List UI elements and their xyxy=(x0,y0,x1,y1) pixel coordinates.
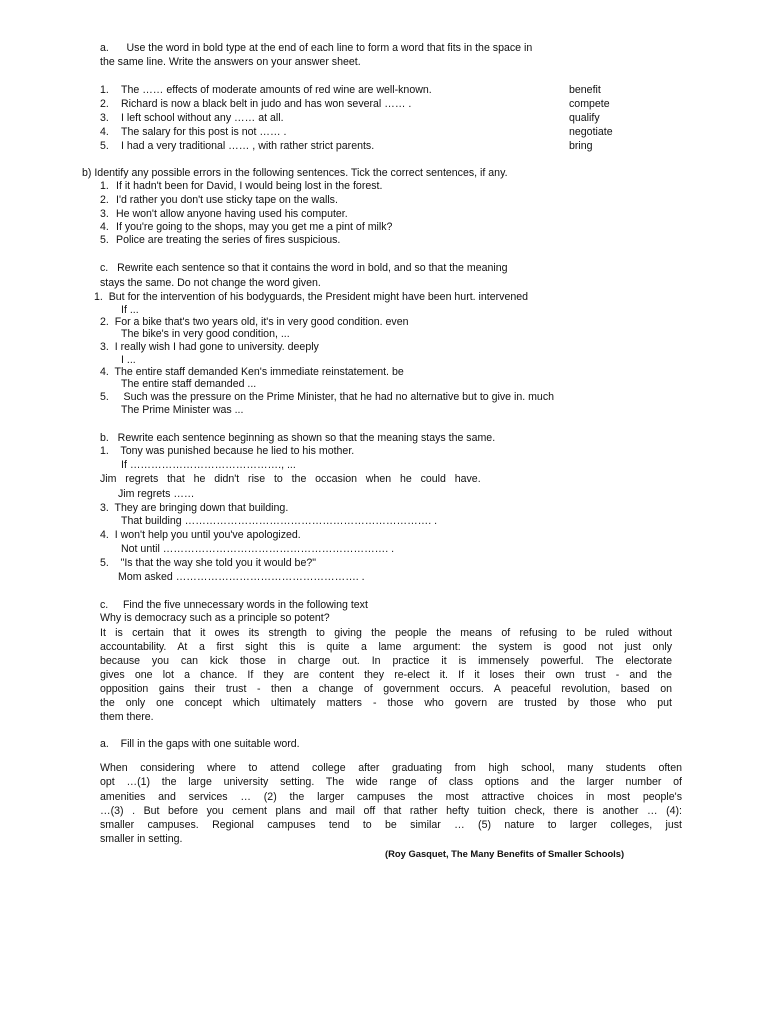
section-a2-header: a. Fill in the gaps with one suitable word. xyxy=(100,738,300,750)
item-prompt: 3. I really wish I had gone to university. deeply xyxy=(100,341,319,353)
item-answer-start: The Prime Minister was ... xyxy=(121,404,244,416)
item-text: I left school without any …… at all. xyxy=(121,112,284,124)
paragraph-line: because you can kick those in charge out. In practice it is immensely powerful. The electorate xyxy=(100,655,672,667)
paragraph-line: opt …(1) the large university setting. The wide range of class options and the larger number of xyxy=(100,776,682,788)
item-answer-start: Jim regrets …… xyxy=(118,488,195,500)
section-c1-header-line2: stays the same. Do not change the word given. xyxy=(100,277,321,289)
item-prompt: 5. Such was the pressure on the Prime Minister, that he had no alternative but to give in. much xyxy=(100,391,555,403)
paragraph-line: It is certain that it owes its strength to giving the people the means of refusing to be ruled without xyxy=(100,627,672,639)
paragraph-line: them there. xyxy=(100,711,154,723)
paragraph-line: the only one concept which ultimately matters - those who govern are trusted by those who put xyxy=(100,697,672,709)
section-a1-header-line1: a. Use the word in bold type at the end of each line to form a word that fits in the space in xyxy=(100,42,533,54)
item-number: 4. xyxy=(100,126,109,138)
section-c2-question: Why is democracy such as a principle so potent? xyxy=(100,612,330,624)
source-citation: (Roy Gasquet, The Many Benefits of Smaller Schools) xyxy=(385,848,625,859)
item-text: Police are treating the series of fires suspicious. xyxy=(116,234,341,246)
paragraph-line: accountability. At a first sight this is quite a lame argument: the system is good not just only xyxy=(100,641,672,653)
item-keyword: qualify xyxy=(569,112,600,124)
paragraph-line: smaller in setting. xyxy=(100,833,183,845)
paragraph-line: amenities and services … (2) the larger campuses the most attractive choices in most people's xyxy=(100,791,682,803)
item-number: 2. xyxy=(100,98,109,110)
item-keyword: compete xyxy=(569,98,610,110)
section-b1-header: b) Identify any possible errors in the following sentences. Tick the correct sentences, if any. xyxy=(82,167,508,179)
paragraph-line: opposition gains their trust - then a change of government occurs. A peaceful revolution, based on xyxy=(100,683,672,695)
item-prompt: Jim regrets that he didn't rise to the occasion when he could have. xyxy=(100,473,481,485)
paragraph-line: gives one lot a chance. If they are content they re-elect it. If it loses their own trust - and the xyxy=(100,669,672,681)
item-text: The salary for this post is not …… . xyxy=(121,126,287,138)
item-answer-start: If ... xyxy=(121,304,139,316)
item-number: 1. xyxy=(100,180,109,192)
section-a1-header-line2: the same line. Write the answers on your answer sheet. xyxy=(100,56,361,68)
item-answer-start: If ……………………………………., ... xyxy=(121,459,296,471)
item-number: 3. xyxy=(100,208,109,220)
item-text: Richard is now a black belt in judo and has won several …… . xyxy=(121,98,412,110)
section-b2-header: b. Rewrite each sentence beginning as shown so that the meaning stays the same. xyxy=(100,432,496,444)
item-keyword: benefit xyxy=(569,84,601,96)
item-text: I had a very traditional …… , with rather strict parents. xyxy=(121,140,375,152)
paragraph-line: When considering where to attend college after graduating from high school, many students often xyxy=(100,762,682,774)
item-prompt: 2. For a bike that's two years old, it's in very good condition. even xyxy=(100,316,409,328)
item-prompt: 3. They are bringing down that building. xyxy=(100,502,289,514)
item-text: I'd rather you don't use sticky tape on the walls. xyxy=(116,194,338,206)
item-text: If you're going to the shops, may you get me a pint of milk? xyxy=(116,221,393,233)
item-keyword: negotiate xyxy=(569,126,613,138)
item-number: 1. xyxy=(100,84,109,96)
section-c1-header-line1: c. Rewrite each sentence so that it contains the word in bold, and so that the meaning xyxy=(100,262,508,274)
item-number: 4. xyxy=(100,221,109,233)
paragraph-line: smaller campuses. Regional campuses tend to be similar … (5) nature to larger colleges, just xyxy=(100,819,682,831)
item-text: The …… effects of moderate amounts of red wine are well-known. xyxy=(121,84,432,96)
item-answer-start: The bike's in very good condition, ... xyxy=(121,328,290,340)
item-answer-start: Mom asked ……………………………………………. . xyxy=(118,571,365,583)
item-prompt: 4. I won't help you until you've apologized. xyxy=(100,529,301,541)
item-prompt: 4. The entire staff demanded Ken's immediate reinstatement. be xyxy=(100,366,404,378)
section-c2-header: c. Find the five unnecessary words in the following text xyxy=(100,599,368,611)
item-prompt: 5. "Is that the way she told you it would be?" xyxy=(100,557,316,569)
item-number: 2. xyxy=(100,194,109,206)
item-answer-start: The entire staff demanded ... xyxy=(121,378,257,390)
item-answer-start: That building ……………………………………………………………. . xyxy=(121,515,438,527)
item-prompt: 1. But for the intervention of his bodyguards, the President might have been hurt. intervened xyxy=(94,291,529,303)
item-text: If it hadn't been for David, I would being lost in the forest. xyxy=(116,180,383,192)
item-answer-start: I ... xyxy=(121,354,136,366)
item-number: 5. xyxy=(100,140,109,152)
item-keyword: bring xyxy=(569,140,593,152)
item-number: 3. xyxy=(100,112,109,124)
item-text: He won't allow anyone having used his computer. xyxy=(116,208,348,220)
paragraph-line: …(3) . But before you cement plans and mail off that rather hefty tuition check, there is another … (4): xyxy=(100,805,682,817)
item-prompt: 1. Tony was punished because he lied to his mother. xyxy=(100,445,355,457)
item-answer-start: Not until ………………………………………………………. . xyxy=(121,543,395,555)
item-number: 5. xyxy=(100,234,109,246)
